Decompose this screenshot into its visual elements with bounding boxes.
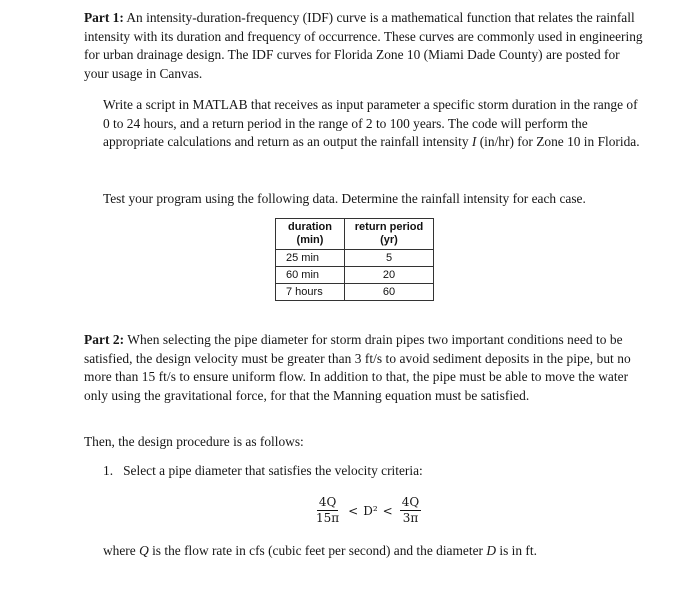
return-period-cell: 20 [345,267,434,284]
procedure-intro: Then, the design procedure is as follows: [84,434,304,449]
right-fraction [400,495,421,526]
flow-symbol: Q [139,543,149,558]
table-row [276,250,434,267]
part2-intro-paragraph [84,331,644,405]
duration-cell: 7 hours [276,284,345,301]
return-period-cell: 5 [345,250,434,267]
part1-label: Part 1: [84,10,124,25]
part1-task-text: Write a script in MATLAB that receives as input parameter a specific storm duration in the range of 0 to 24 hours, and a return period in the range of 2 to 100 years. The code will perform the appropriate calculations and return as an output the rainfall intensity [103,97,638,150]
duration-cell: 60 min [276,267,345,284]
right-numerator: 4Q [401,495,420,509]
where-text-1: where [103,543,140,558]
less-than-2: < [382,503,393,518]
part2-label: Part 2: [84,332,125,347]
diameter-symbol: D [486,543,497,558]
header-return-period: return period (yr) [345,219,434,250]
less-than-1: < [348,503,359,518]
part1-intro-paragraph [84,9,644,83]
where-clause [103,543,537,559]
diameter-squared: D² [363,503,378,518]
table-row [276,267,434,284]
step-1-text: Select a pipe diameter that satisfies the velocity criteria: [123,463,423,478]
test-data-table [275,218,434,301]
test-instruction: Test your program using the following data. Determine the rainfall intensity for each case. [103,191,586,206]
velocity-criteria-formula [312,495,423,526]
return-period-cell: 60 [345,284,434,301]
step-1-number: 1. [103,463,114,478]
duration-cell: 25 min [276,250,345,267]
left-fraction [314,495,341,526]
right-denominator: 3π [402,511,419,525]
intensity-symbol: I [471,134,477,150]
part1-task-paragraph [103,96,643,152]
where-text-3: is in ft. [496,543,537,558]
where-text-2: is the flow rate in cfs (cubic feet per second) and the diameter [148,543,487,558]
step-1 [103,463,423,479]
table-row [276,284,434,301]
table-header-row [276,219,434,250]
header-duration: duration (min) [276,219,345,250]
part1-task-tail: (in/hr) for Zone 10 in Florida. [476,134,640,150]
part1-intro-text: An intensity-duration-frequency (IDF) curve is a mathematical function that relates the rainfall intensity with its duration and frequency of occurrence. These curves are commonly used in engineering for urban drainage design. The IDF curves for Florida Zone 10 (Miami Dade County) are posted for your usage in Canvas. [84,10,643,81]
part2-intro-text: When selecting the pipe diameter for storm drain pipes two important conditions need to be satisfied, the design velocity must be greater than 3 ft/s to avoid sediment deposits in the pipe, but no more than 15 ft/s to ensure uniform flow. In addition to that, the pipe must be able to move the water only using the gravitational force, for that the Manning equation must be satisfied. [84,332,631,403]
left-denominator: 15π [316,511,340,525]
left-numerator: 4Q [318,495,337,509]
